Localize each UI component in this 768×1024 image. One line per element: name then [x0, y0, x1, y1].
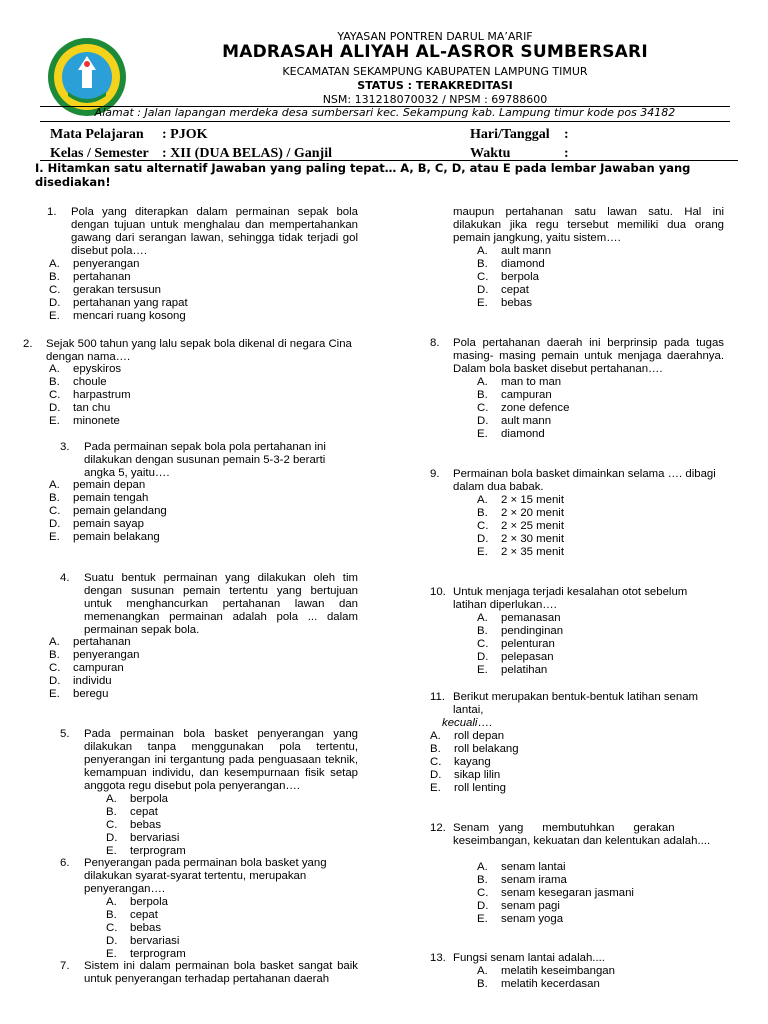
option-e[interactable]: E. pemain belakang	[49, 531, 160, 543]
option-b[interactable]: B. penyerangan	[49, 649, 140, 661]
option-b[interactable]: B. roll belakang	[430, 743, 519, 755]
option-b[interactable]: B. cepat	[106, 909, 158, 921]
option-d[interactable]: D. bervariasi	[106, 935, 180, 947]
question-number: 5.	[60, 728, 70, 740]
option-c[interactable]: C. gerakan tersusun	[49, 284, 162, 296]
question-text: Berikut merupakan bentuk-bentuk latihan senam lantai,	[453, 691, 699, 716]
question-text: Suatu bentuk permainan yang dilakukan oleh tim dengan susunan pemain tertentu yang bertujuan untuk menghancurkan pertahanan lawan dan memenangkan permainan adalah pola ... dalam permainan sepak bola.	[84, 572, 358, 636]
time-value: :	[564, 146, 569, 161]
question-text: Senam yang membutuhkan gerakan keseimbangan, kekuatan dan kelentukan adalah....	[453, 822, 711, 847]
option-b[interactable]: B. senam irama	[477, 874, 567, 886]
question-text: Pola yang diterapkan dalam permainan sepak bola dengan tujuan untuk menghalau dan mempertahankan gawang dari serangan lawan, sehingga tidak terjadi gol disebut pola….	[71, 206, 358, 257]
option-d[interactable]: D. 2 × 30 menit	[477, 533, 565, 545]
option-d[interactable]: D. individu	[49, 675, 112, 687]
question-number: 8.	[430, 337, 440, 349]
question-text: Pada permainan bola basket penyerangan yang dilakukan tanpa menggunakan pola tertentu, penyerangan ini tergantung pada penguasaan teknik, kemampuan individu, dan kesempurnaan fisik setap anggota regu disebut pola penyerangan….	[84, 728, 358, 792]
question-number: 3.	[60, 441, 70, 453]
question-number: 11.	[430, 691, 445, 703]
option-b[interactable]: B. 2 × 20 menit	[477, 507, 565, 519]
subject-value: : PJOK	[162, 127, 208, 142]
option-d[interactable]: D. bervariasi	[106, 832, 180, 844]
school-name: MADRASAH ALIYAH AL-ASROR SUMBERSARI	[222, 42, 648, 62]
option-d[interactable]: D. senam pagi	[477, 900, 560, 912]
option-c[interactable]: C. pelenturan	[477, 638, 555, 650]
option-b[interactable]: B. melatih kecerdasan	[477, 978, 600, 990]
option-c[interactable]: C. 2 × 25 menit	[477, 520, 565, 532]
question-number: 4.	[60, 572, 70, 584]
option-e[interactable]: E. terprogram	[106, 845, 186, 857]
question-emphasis: kecuali….	[442, 717, 493, 729]
option-a[interactable]: A. roll depan	[430, 730, 505, 742]
foundation-name: YAYASAN PONTREN DARUL MA’ARIF	[337, 30, 533, 43]
option-e[interactable]: E. mencari ruang kosong	[49, 310, 186, 322]
option-e[interactable]: E. terprogram	[106, 948, 186, 960]
option-a[interactable]: A. pemanasan	[477, 612, 561, 624]
option-e[interactable]: E. bebas	[477, 297, 533, 309]
question-text: Pola pertahanan daerah ini berprinsip pada tugas masing- masing pemain untuk menjaga daerahnya. Dalam bola basket disebut pertahanan….	[453, 337, 724, 375]
option-e[interactable]: E. pelatihan	[477, 664, 548, 676]
option-a[interactable]: A. melatih keseimbangan	[477, 965, 615, 977]
option-c[interactable]: C. senam kesegaran jasmani	[477, 887, 634, 899]
district-line: KECAMATAN SEKAMPUNG KABUPATEN LAMPUNG TIMUR	[282, 65, 588, 78]
option-e[interactable]: E. senam yoga	[477, 913, 564, 925]
question-text: Permainan bola basket dimainkan selama …. dibagi dalam dua babak.	[453, 468, 716, 493]
option-c[interactable]: C. kayang	[430, 756, 491, 768]
question-number: 10.	[430, 586, 446, 598]
option-b[interactable]: B. pendinginan	[477, 625, 564, 637]
option-c[interactable]: C. berpola	[477, 271, 539, 283]
question-number: 12.	[430, 822, 446, 834]
option-a[interactable]: A. berpola	[106, 896, 168, 908]
option-e[interactable]: E. 2 × 35 menit	[477, 546, 565, 558]
school-ids: NSM: 131218070032 / NPSM : 69788600	[322, 93, 548, 106]
option-a[interactable]: A. senam lantai	[477, 861, 566, 873]
option-d[interactable]: D. pelepasan	[477, 651, 554, 663]
option-d[interactable]: D. pertahanan yang rapat	[49, 297, 188, 309]
question-text: Fungsi senam lantai adalah....	[453, 952, 605, 964]
class-label: Kelas / Semester	[50, 146, 149, 161]
question-number: 1.	[47, 206, 57, 218]
day-value: :	[564, 127, 569, 142]
option-e[interactable]: E. roll lenting	[430, 782, 506, 794]
subject-label: Mata Pelajaran	[50, 127, 144, 142]
option-b[interactable]: B. pertahanan	[49, 271, 131, 283]
question-text: Pada permainan sepak bola pola pertahanan ini dilakukan dengan susunan pemain 5-3-2 berarti angka 5, yaitu….	[84, 441, 326, 479]
option-e[interactable]: E. beregu	[49, 688, 109, 700]
question-text-continued: maupun pertahanan satu lawan satu. Hal ini dilakukan jika regu tersebut memiliki dua orang pemain jangkung, yaitu sistem….	[453, 206, 724, 244]
option-b[interactable]: B. choule	[49, 376, 107, 388]
question-text: Penyerangan pada permainan bola basket yang dilakukan syarat-syarat tertentu, merupakan penyerangan….	[84, 857, 327, 895]
header-rule-bottom	[40, 121, 730, 122]
option-a[interactable]: A. pemain depan	[49, 479, 146, 491]
school-address: Alamat : Jalan lapangan merdeka desa sumbersari kec. Sekampung kab. Lampung timur kode pos 34182	[94, 106, 676, 119]
option-b[interactable]: B. cepat	[106, 806, 158, 818]
option-c[interactable]: C. campuran	[49, 662, 124, 674]
option-a[interactable]: A. man to man	[477, 376, 562, 388]
question-text: Untuk menjaga terjadi kesalahan otot sebelum latihan diperlukan….	[453, 586, 688, 611]
option-a[interactable]: A. ault mann	[477, 245, 552, 257]
question-number: 7.	[60, 960, 70, 972]
question-number: 6.	[60, 857, 70, 869]
option-b[interactable]: B. campuran	[477, 389, 552, 401]
question-number: 2.	[23, 338, 33, 350]
option-a[interactable]: A. berpola	[106, 793, 168, 805]
option-c[interactable]: C. harpastrum	[49, 389, 131, 401]
class-value: : XII (DUA BELAS) / Ganjil	[162, 146, 332, 161]
option-c[interactable]: C. pemain gelandang	[49, 505, 167, 517]
option-c[interactable]: C. bebas	[106, 922, 162, 934]
option-c[interactable]: C. bebas	[106, 819, 162, 831]
option-c[interactable]: C. zone defence	[477, 402, 570, 414]
option-b[interactable]: B. pemain tengah	[49, 492, 149, 504]
question-text: Sejak 500 tahun yang lalu sepak bola dikenal di negara Cina dengan nama….	[46, 338, 352, 363]
option-d[interactable]: D. tan chu	[49, 402, 111, 414]
option-e[interactable]: E. diamond	[477, 428, 545, 440]
question-text: Sistem ini dalam permainan bola basket sangat baik untuk penyerangan terhadap pertahanan daerah	[84, 960, 358, 985]
option-d[interactable]: D. cepat	[477, 284, 529, 296]
instruction: I. Hitamkan satu alternatif Jawaban yang paling tepat… A, B, C, D, atau E pada lembar Jawaban yang disediakan!	[35, 161, 691, 189]
option-a[interactable]: A. epyskiros	[49, 363, 122, 375]
option-b[interactable]: B. diamond	[477, 258, 545, 270]
day-label: Hari/Tanggal	[470, 127, 550, 142]
option-d[interactable]: D. pemain sayap	[49, 518, 144, 530]
option-e[interactable]: E. minonete	[49, 415, 120, 427]
option-a[interactable]: A. pertahanan	[49, 636, 131, 648]
option-a[interactable]: A. 2 × 15 menit	[477, 494, 565, 506]
time-label: Waktu	[470, 146, 511, 161]
option-a[interactable]: A. penyerangan	[49, 258, 140, 270]
accreditation-status: STATUS : TERAKREDITASI	[357, 79, 513, 92]
question-number: 13.	[430, 952, 446, 964]
question-number: 9.	[430, 468, 440, 480]
option-d[interactable]: D. sikap lilin	[430, 769, 501, 781]
option-d[interactable]: D. ault mann	[477, 415, 552, 427]
